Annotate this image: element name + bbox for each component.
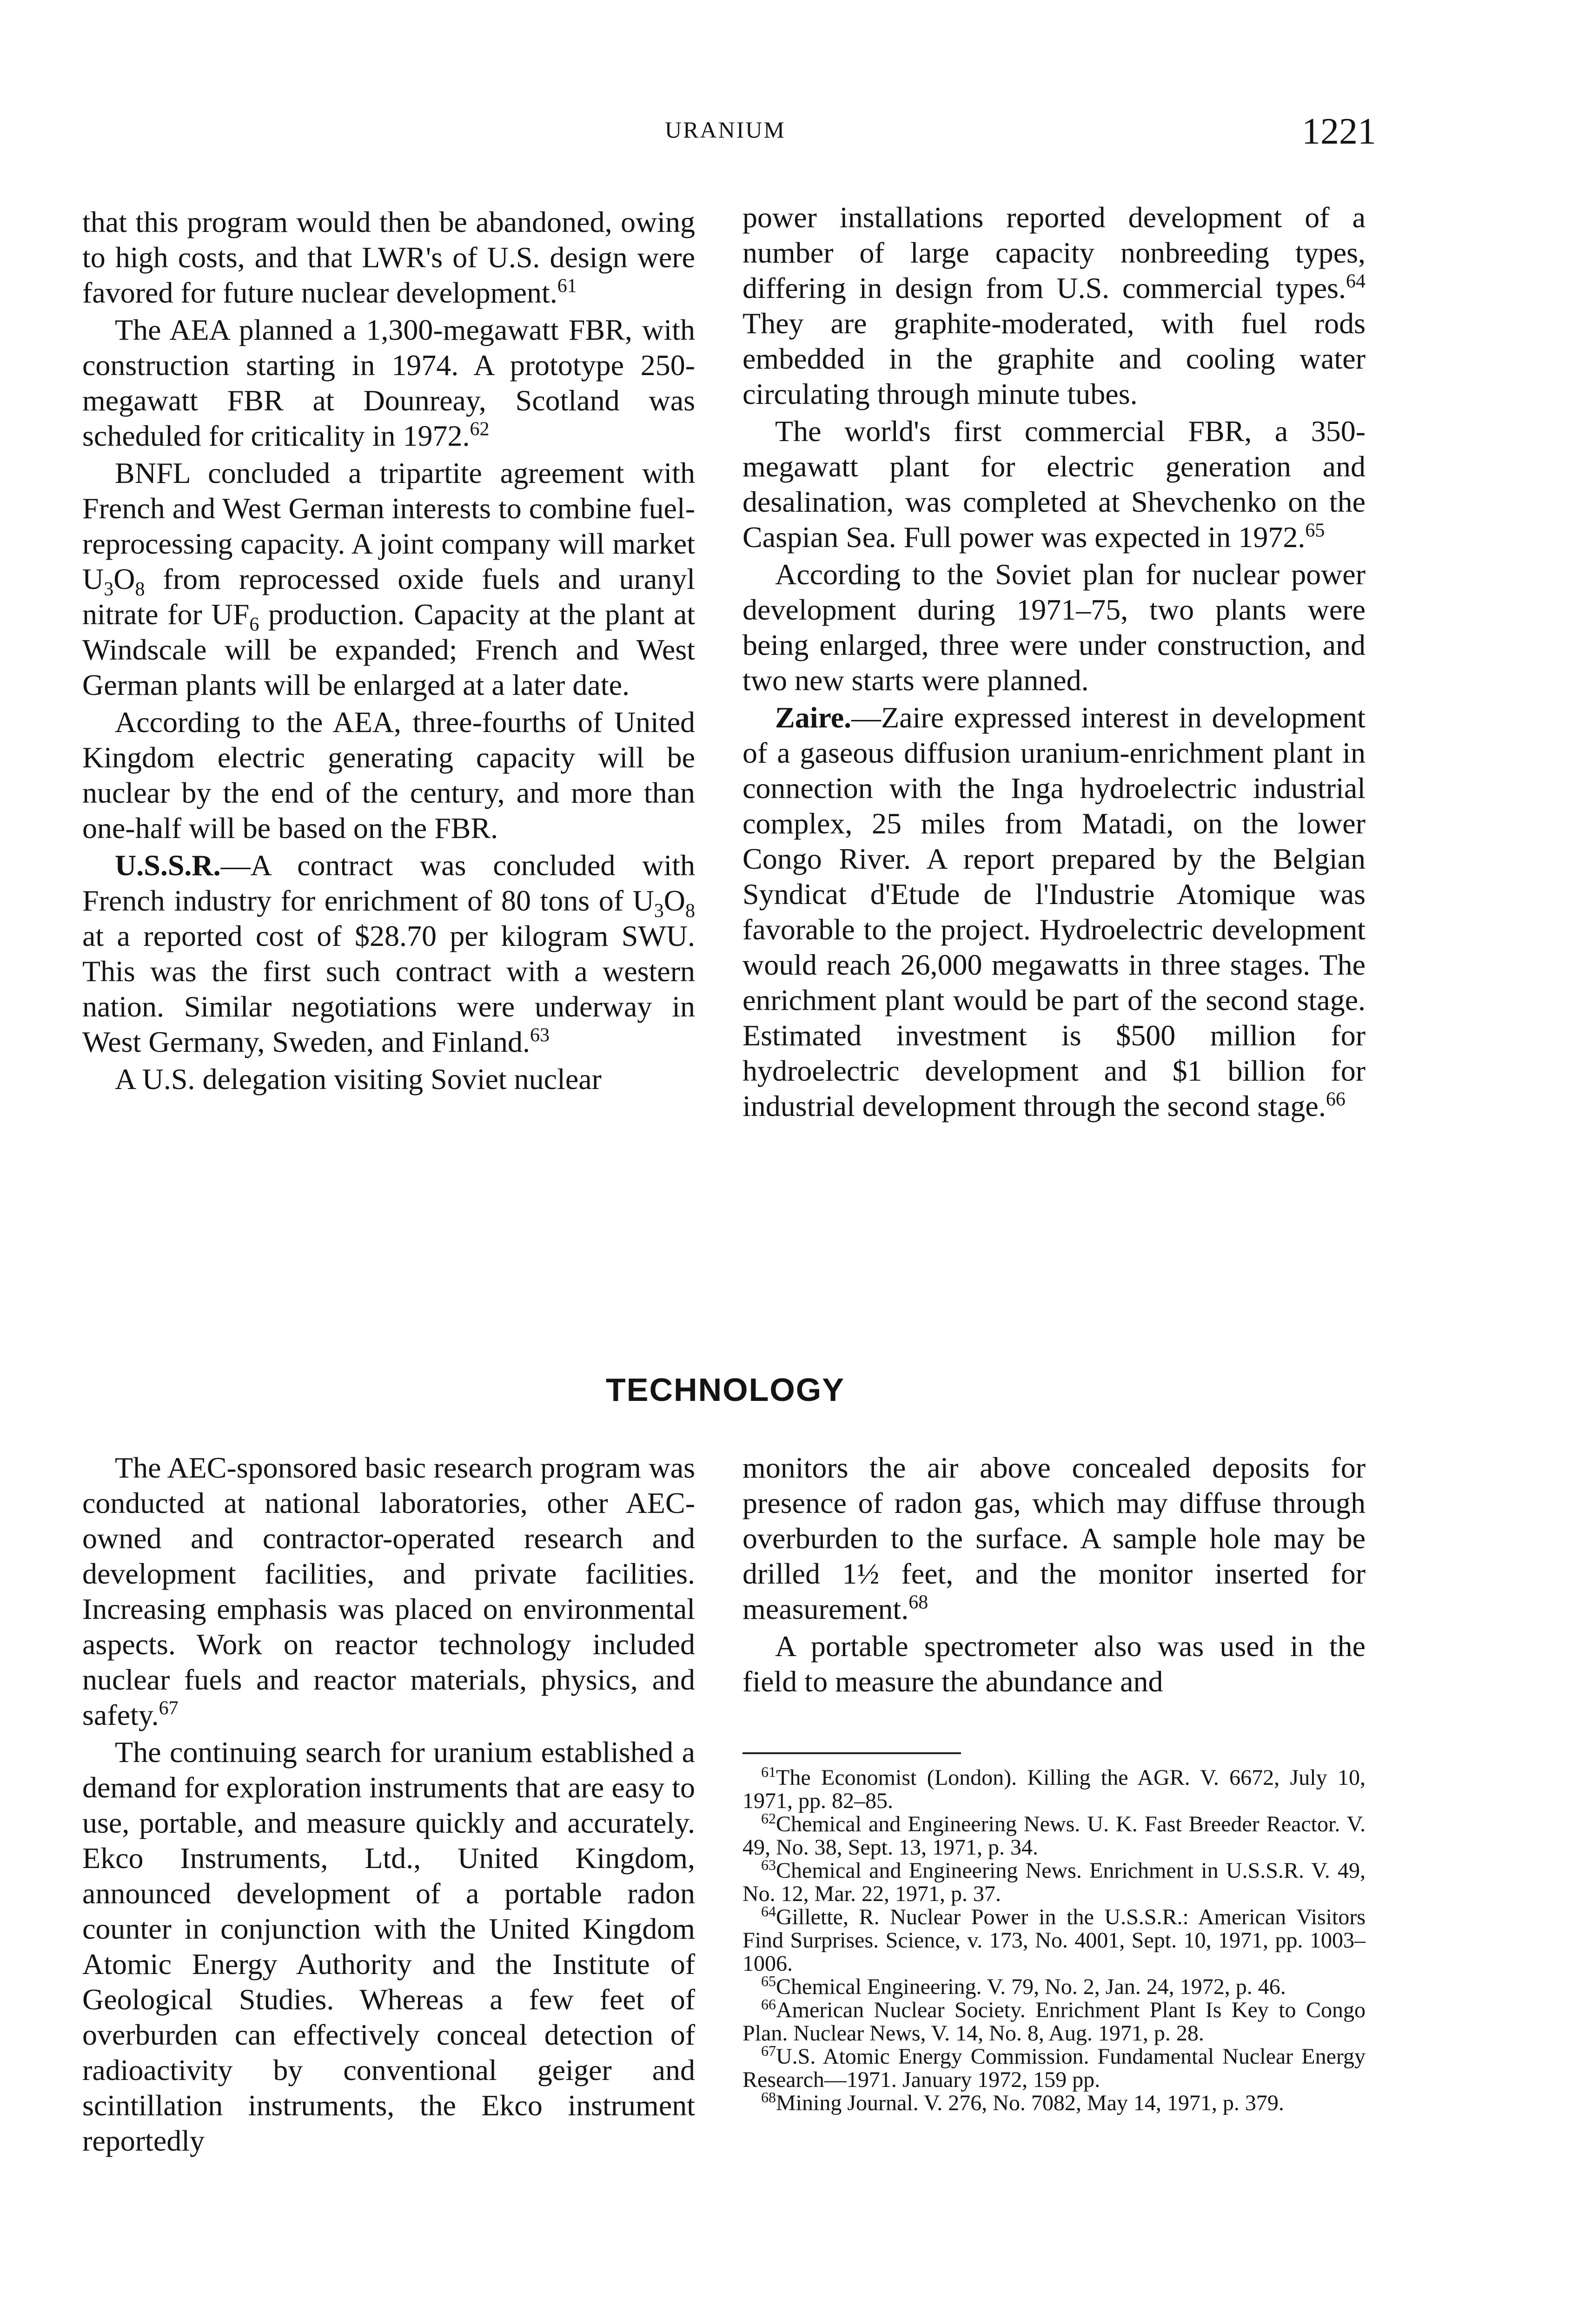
footnote [742,1975,1366,1999]
footnote-number: 61 [761,1763,776,1780]
paragraph-text: A U.S. delegation visiting Soviet nuclear [115,1063,602,1096]
footnote-text: Chemical and Engineering News. U. K. Fast Breeder Reactor. V. 49, No. 38, Sept. 13, 1971, p. 34. [742,1812,1366,1860]
paragraph-text: at a reported cost of $28.70 per kilogram SWU. This was the first such contract with a western nation. Similar negotiations were underway in West Germany, Sweden, and Finland. [82,919,695,1058]
paragraph [82,1450,695,1733]
subscript: 3 [104,578,114,600]
footnote-number: 62 [761,1810,776,1827]
paragraph-text: —Zaire expressed interest in development of a gaseous diffusion uranium-enrichment plant in connection with the Inga hydroelectric industrial complex, 25 miles from Matadi, on the lower Congo River. A report prepared by the Belgian Syndicat d'Etude de l'Industrie Atomique was favorable to the project. Hydroelectric development would reach 26,000 megawatts in three stages. The enrichment plant would be part of the second stage. Estimated investment is $500 million for hydroelectric development and $1 billion for industrial development through the second stage. [742,701,1366,1122]
footnote-ref: 67 [159,1697,179,1719]
footnote [742,1903,1366,1976]
subscript: 6 [249,614,259,635]
footnote [742,1763,1366,1813]
footnote [742,2042,1366,2092]
section-heading: TECHNOLOGY [606,1372,845,1408]
footnote-number: 68 [761,2089,776,2106]
paragraph-text: The continuing search for uranium established a demand for exploration instruments that are easy to use, portable, and measure quickly and accurately. Ekco Instruments, Ltd., United Kingdom, announced development of a portable radon counter in conjunction with the United Kingdom Atomic Energy Authority and the Institute of Geological Studies. Whereas a few feet of overburden can effectively conceal detection of radioactivity by conventional geiger and scintillation instruments, the Ekco instrument reportedly [82,1736,695,2157]
footnote [742,1810,1366,1860]
footnote-ref: 63 [530,1024,550,1046]
paragraph [742,414,1366,555]
paragraph [742,1629,1366,1699]
paragraph-text: that this program would then be abandoned, owing to high costs, and that LWR's of U.S. design were favored for future nuclear development. [82,205,695,309]
page-number: 1221 [1302,111,1376,152]
paragraph-text: They are graphite-moderated, with fuel rods embedded in the graphite and cooling water circulating through minute tubes. [742,307,1366,410]
running-head: URANIUM [665,117,786,143]
column-left-bottom [82,1450,695,2160]
footnote-text: Gillette, R. Nuclear Power in the U.S.S.R.: American Visitors Find Surprises. Science, v. 173, No. 4001, Sept. 10, 1971, pp. 1003–1006. [742,1905,1366,1976]
footnote-ref: 68 [908,1591,928,1613]
footnote-divider [742,1752,961,1754]
footnote-number: 67 [761,2042,776,2059]
paragraph [742,200,1366,412]
paragraph-text: O [663,884,685,917]
footnote [742,1856,1366,1906]
run-in-heading: Zaire. [775,701,852,734]
paragraph [82,456,695,703]
paragraph [82,705,695,846]
footnote-ref: 61 [557,275,577,297]
footnote-ref: 64 [1346,271,1366,292]
paragraph [742,1450,1366,1627]
paragraph-text: The AEC-sponsored basic research program was conducted at national laboratories, other AEC-owned and contractor-operated research and development facilities, and private facilities. Increasing emphasis was placed on environmental aspects. Work on reactor technology included nuclear fuels and reactor materials, physics, and safety. [82,1451,695,1731]
footnote-text: American Nuclear Society. Enrichment Plant Is Key to Congo Plan. Nuclear News, V. 14, No. 8, Aug. 1971, p. 28. [742,1998,1366,2046]
paragraph [82,205,695,310]
paragraph-text: A portable spectrometer also was used in the field to measure the abundance and [742,1630,1366,1698]
paragraph-text: monitors the air above concealed deposits for presence of radon gas, which may diffuse through overburden to the surface. A sample hole may be drilled 1½ feet, and the monitor inserted for measurement. [742,1451,1366,1625]
footnote-number: 65 [761,1973,776,1989]
footnote-text: The Economist (London). Killing the AGR. V. 6672, July 10, 1971, pp. 82–85. [742,1765,1366,1813]
footnote-number: 63 [761,1856,776,1873]
paragraph-text: —A contract was concluded with French industry for enrichment of 80 tons of U [82,849,695,917]
footnotes [742,1763,1366,2115]
footnote [742,1996,1366,2046]
paragraph [82,848,695,1060]
paragraph-text: production. Capacity at the plant at Windscale will be expanded; French and West German plants will be enlarged at a later date. [82,598,695,701]
footnote [742,2089,1366,2115]
footnote-text: Mining Journal. V. 276, No. 7082, May 14, 1971, p. 379. [776,2091,1284,2115]
footnote-number: 64 [761,1903,776,1920]
paragraph [742,557,1366,698]
paragraph [742,700,1366,1124]
subscript: 3 [654,900,664,922]
footnote-text: Chemical Engineering. V. 79, No. 2, Jan. 24, 1972, p. 46. [776,1974,1286,1999]
paragraph-text: According to the Soviet plan for nuclear power development during 1971–75, two plants were being enlarged, three were under construction, and two new starts were planned. [742,558,1366,697]
footnote-ref: 62 [470,418,490,440]
paragraph-text: from reprocessed oxide fuels and uranyl nitrate for UF [82,562,695,631]
footnote-text: U.S. Atomic Energy Commission. Fundamental Nuclear Energy Research—1971. January 1972, 159 pp. [742,2044,1366,2092]
paragraph [82,1062,695,1097]
paragraph-text: power installations reported development of a number of large capacity nonbreeding types, differing in design from U.S. commercial types. [742,201,1366,304]
footnote-text: Chemical and Engineering News. Enrichment in U.S.S.R. V. 49, No. 12, Mar. 22, 1971, p. 37. [742,1858,1366,1906]
subscript: 8 [685,900,695,922]
footnote-ref: 66 [1326,1089,1346,1110]
run-in-heading: U.S.S.R. [115,849,221,882]
subscript: 8 [135,578,145,600]
column-left-top [82,205,695,1099]
paragraph-text: According to the AEA, three-fourths of United Kingdom electric generating capacity will be nuclear by the end of the century, and more than one-half will be based on the FBR. [82,706,695,845]
paragraph [82,312,695,454]
paragraph-text: The AEA planned a 1,300-megawatt FBR, with construction starting in 1974. A prototype 250-megawatt FBR at Dounreay, Scotland was scheduled for criticality in 1972. [82,313,695,452]
paragraph [82,1735,695,2159]
paragraph-text: O [113,562,135,595]
column-right-top [742,200,1366,1126]
paragraph-text: BNFL concluded a tripartite agreement with French and West German interests to combine fuel-reprocessing capacity. A joint company will market U [82,456,695,595]
column-right-bottom [742,1450,1366,1701]
footnote-ref: 65 [1305,520,1325,541]
footnote-number: 66 [761,1996,776,2013]
paragraph-text: The world's first commercial FBR, a 350-megawatt plant for electric generation and desalination, was completed at Shevchenko on the Caspian Sea. Full power was expected in 1972. [742,415,1366,554]
